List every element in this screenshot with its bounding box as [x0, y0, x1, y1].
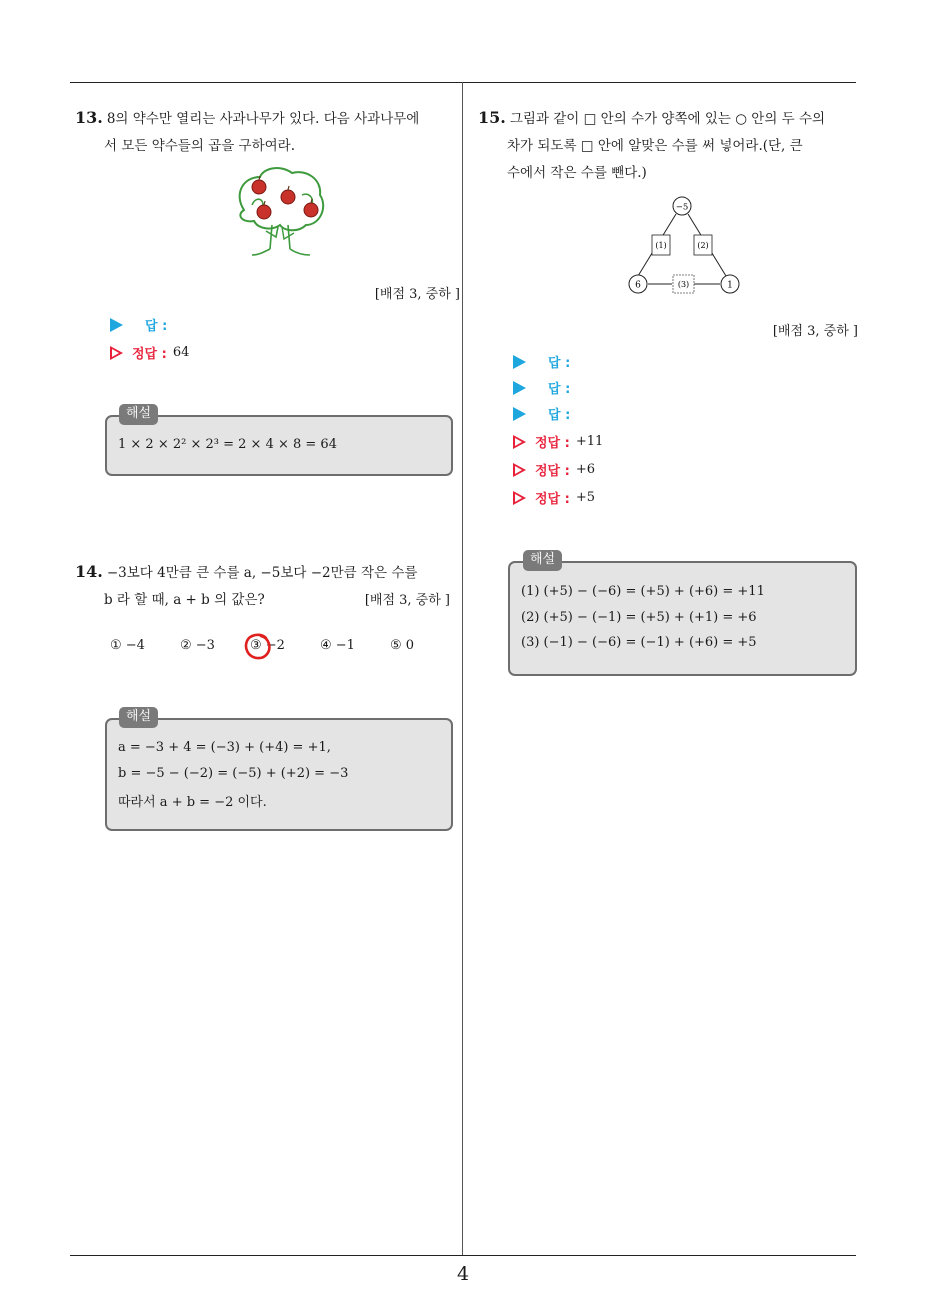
choice-5[interactable]: ⑤ 0 [390, 638, 415, 653]
correct-label: 정답 : [535, 492, 570, 507]
top-rule [70, 82, 856, 83]
choice-2[interactable]: ② −3 [180, 638, 215, 653]
correct-value: +6 [575, 462, 596, 477]
correct-value: +5 [575, 490, 596, 505]
score-info: [배점 3, 중하 ] [374, 287, 460, 302]
bottom-rule [70, 1255, 856, 1256]
choice-4[interactable]: ④ −1 [320, 638, 355, 653]
explanation-line: b = −5 − (−2) = (−5) + (+2) = −3 [118, 766, 349, 781]
answer-row [513, 378, 570, 397]
explanation-line: a = −3 + 4 = (−3) + (+4) = +1, [118, 740, 331, 755]
explanation-line: 1 × 2 × 2² × 2³ = 2 × 4 × 8 = 64 [118, 437, 337, 452]
explanation-line: (1) (+5) − (−6) = (+5) + (+6) = +11 [521, 584, 765, 599]
explanation-tab: 해설 [119, 404, 158, 425]
answer-arrow-icon [513, 381, 526, 395]
question-text-line: −3보다 4만큼 큰 수를 a, −5보다 −2만큼 작은 수를 [106, 565, 418, 581]
explanation-line: (2) (+5) − (−1) = (+5) + (+1) = +6 [521, 610, 757, 625]
question-text-line: 수에서 작은 수를 뺀다.) [507, 165, 647, 181]
choice-3[interactable]: ③ −2 [250, 638, 285, 653]
score-info: [배점 3, 중하 ] [772, 324, 858, 339]
correct-arrow-icon [513, 491, 526, 505]
question-number: 15. [478, 108, 506, 127]
answer-label: 답 : [548, 382, 571, 397]
correct-value: 64 [172, 345, 190, 360]
answer-arrow-icon [513, 355, 526, 369]
answer-arrow-icon [513, 407, 526, 421]
correct-answer-row [110, 343, 189, 362]
explanation-tab: 해설 [523, 550, 562, 571]
correct-label: 정답 : [535, 436, 570, 451]
correct-label: 정답 : [132, 347, 167, 362]
question-15 [478, 104, 863, 187]
explanation-tab: 해설 [119, 707, 158, 728]
correct-arrow-icon [110, 346, 123, 360]
top-circle-value: −5 [675, 202, 689, 213]
correct-label: 정답 : [535, 464, 570, 479]
correct-answer-row [513, 460, 595, 479]
column-divider [462, 82, 463, 1255]
correct-arrow-icon [513, 435, 526, 449]
answer-label: 답 : [548, 356, 571, 371]
left-circle-value: 6 [635, 280, 641, 291]
answer-row [110, 315, 167, 334]
answer-row [513, 352, 570, 371]
question-text-line: b 라 할 때, a + b 의 값은? [104, 592, 265, 608]
answer-arrow-icon [110, 318, 123, 332]
question-13 [75, 104, 460, 160]
question-number: 14. [75, 562, 103, 581]
question-number: 13. [75, 108, 103, 127]
selected-answer-mark-icon [242, 632, 274, 662]
triangle-diagram [620, 192, 744, 302]
correct-value: +11 [575, 434, 604, 449]
apple-tree-image [232, 165, 327, 257]
choice-1[interactable]: ① −4 [110, 638, 145, 653]
correct-answer-row [513, 488, 595, 507]
right-box-label: (2) [697, 241, 709, 250]
question-text-line: 서 모든 약수들의 곱을 구하여라. [104, 138, 295, 154]
answer-row [513, 404, 570, 423]
question-text-line: 차가 되도록 □ 안에 알맞은 수를 써 넣어라.(단, 큰 [507, 138, 803, 154]
answer-label: 답 : [145, 319, 168, 334]
correct-arrow-icon [513, 463, 526, 477]
correct-answer-row [513, 432, 603, 451]
answer-label: 답 : [548, 408, 571, 423]
explanation-line: 따라서 a + b = −2 이다. [118, 795, 267, 810]
question-14 [75, 558, 460, 614]
score-info: [배점 3, 중하 ] [364, 593, 450, 608]
left-box-label: (1) [655, 241, 667, 250]
page-number: 4 [456, 1263, 470, 1285]
question-text-line: 8의 약수만 열리는 사과나무가 있다. 다음 사과나무에 [106, 111, 420, 127]
right-circle-value: 1 [727, 280, 733, 291]
bottom-box-label: (3) [677, 280, 690, 289]
question-text-line: 그림과 같이 □ 안의 수가 양쪽에 있는 ○ 안의 두 수의 [509, 111, 826, 127]
explanation-line: (3) (−1) − (−6) = (−1) + (+6) = +5 [521, 635, 757, 650]
